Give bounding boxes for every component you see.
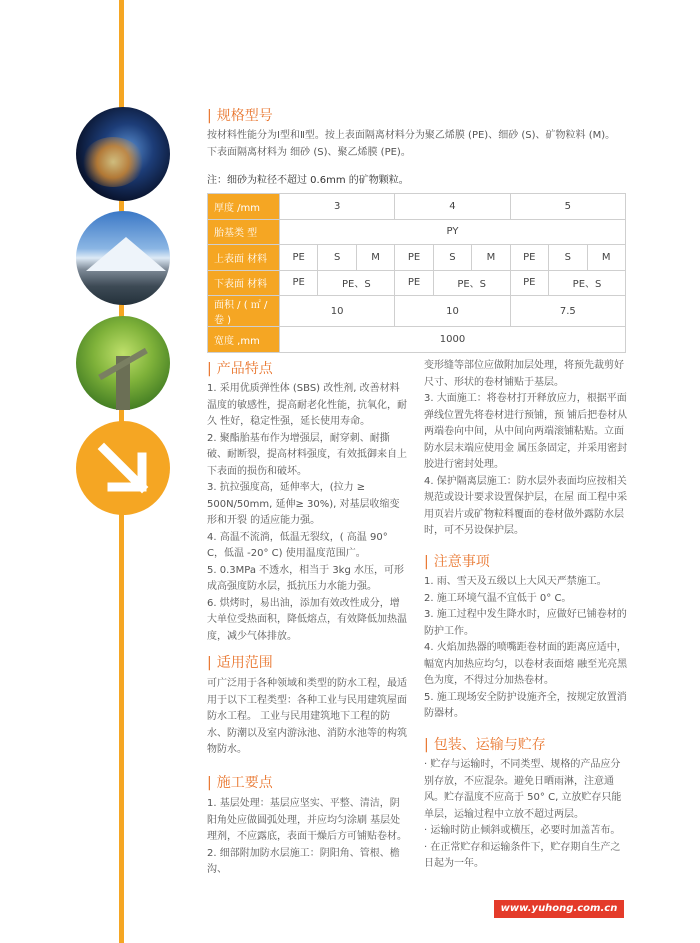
table-row (208, 270, 626, 296)
list-item: 变形缝等部位应做附加层处理，将预先裁剪好尺寸、形状的卷材铺贴于基层。 (424, 360, 624, 388)
table-cell: 3 (280, 194, 395, 220)
table-cell: M (356, 245, 394, 271)
precautions-list (424, 574, 629, 723)
mountain-image (76, 211, 170, 305)
spec-note: 注：细砂为粒径不超过 0.6mm 的矿物颗粒。 (207, 175, 409, 186)
table-row (208, 219, 626, 245)
table-cell: 10 (280, 296, 395, 327)
arrow-icon (76, 421, 170, 515)
row-label: 宽度 ,mm (208, 327, 280, 353)
table-cell: M (472, 245, 510, 271)
section-title-construction: | 施工要点 (207, 775, 273, 791)
list-item: · 贮存与运输时，不同类型、规格的产品应分别存放，不应混杂。避免日晒雨淋，注意通风。贮存温度不应高于 50° C, 立放贮存只能单层，运输过程中立放不超过两层。 (424, 759, 622, 820)
row-label: 厚度 /mm (208, 194, 280, 220)
list-item: · 在正常贮存和运输条件下，贮存期自生产之日起为一年。 (424, 841, 621, 869)
table-cell: 7.5 (510, 296, 625, 327)
section-title-features: | 产品特点 (207, 361, 273, 377)
storage-list (424, 757, 629, 873)
list-item: 3. 大面施工：将卷材打开释放应力，根据平面弹线位置先将卷材进行预铺，预 铺后把卷材从两端卷向中间，从中间向两端滚铺粘贴。立面防水层末端应使用金 属压条固定，并采用密封胶进行密封处理。 (424, 393, 628, 470)
table-cell: PE (280, 270, 318, 296)
table-cell: M (587, 245, 626, 271)
section-title-spec: | 规格型号 (207, 108, 273, 124)
table-cell: PE、S (318, 270, 395, 296)
list-item: 4. 保护隔离层施工：防水层外表面均应按相关规范或设计要求设置保护层，在屋 面工程中采用页岩片或矿物粒料覆面的卷材做外露防水层时，可不另设保护层。 (424, 475, 628, 536)
list-item: 2. 细部附加防水层施工：阴阳角、管根、檐沟、 (207, 847, 400, 875)
table-cell: S (318, 245, 356, 271)
list-item: 4. 火焰加热器的喷嘴距卷材面的距离应适中，幅宽内加热应均匀，以卷材表面熔 融至光亮黑色为度，不得过分加热卷材。 (424, 642, 628, 686)
list-item: 3. 施工过程中发生降水时，应做好已铺卷材的防护工作。 (424, 609, 627, 637)
row-label: 上表面 材料 (208, 245, 280, 271)
table-cell: PE、S (549, 270, 626, 296)
table-cell: PE (510, 270, 548, 296)
list-item: 6. 烘烤时，易出油，添加有效改性成分，增大单位受热面积，降低熔点，有效降低加热温度，减少气体排放。 (207, 597, 407, 642)
table-row (208, 245, 626, 271)
spec-intro: 按材料性能分为Ⅰ型和Ⅱ型。按上表面隔离材料分为聚乙烯膜 (PE)、细砂 (S)、矿物粒料 (M)。 下表面隔离材料为 细砂 (S)、聚乙烯膜 (PE)。 (207, 130, 616, 158)
spec-table (207, 193, 626, 353)
tree-image (76, 316, 170, 410)
features-list (207, 381, 407, 645)
scope-text: 可广泛用于各种领域和类型的防水工程，最适用于以下工程类型：各种工业与民用建筑屋面防水工程。 工业与民用建筑地下工程的防水、防潮以及室内游泳池、消防水池等的构筑物防水。 (207, 678, 407, 755)
list-item: 5. 施工现场安全防护设施齐全，按规定放置消防器材。 (424, 691, 627, 719)
table-cell: S (433, 245, 471, 271)
construction-list-right (424, 358, 629, 540)
row-label: 下表面 材料 (208, 270, 280, 296)
website-link[interactable]: www.yuhong.com.cn (494, 900, 624, 918)
list-item: 4. 高温不流淌，低温无裂纹，( 高温 90° C，低温 -20° C) 使用温度范围广。 (207, 531, 388, 559)
table-cell: PE (510, 245, 548, 271)
section-title-storage: | 包装、运输与贮存 (424, 737, 546, 753)
list-item: · 运输时防止倾斜或横压，必要时加盖苫布。 (424, 825, 621, 836)
table-cell: PY (280, 219, 626, 245)
earth-image (76, 107, 170, 201)
table-cell: PE (280, 245, 318, 271)
row-label: 面积 / ( ㎡ / 卷 ) (208, 296, 280, 327)
table-cell: PE (395, 245, 433, 271)
table-row (208, 327, 626, 353)
table-cell: PE、S (433, 270, 510, 296)
table-cell: PE (395, 270, 433, 296)
table-cell: 1000 (280, 327, 626, 353)
row-label: 胎基类 型 (208, 219, 280, 245)
construction-list-left (207, 796, 407, 875)
list-item: 2. 聚酯胎基布作为增强层，耐穿刺、耐撕破、耐断裂，提高材料强度，有效抵御来自上下表面的损伤和破坏。 (207, 432, 407, 477)
list-item: 1. 雨、雪天及五级以上大风天严禁施工。 (424, 576, 607, 587)
list-item: 5. 0.3MPa 不透水，相当于 3kg 水压，可形成高强度防水层，抵抗压力水能力强。 (207, 564, 404, 592)
table-cell: 5 (510, 194, 625, 220)
table-cell: 10 (395, 296, 510, 327)
section-title-scope: | 适用范围 (207, 655, 273, 671)
list-item: 2. 施工环境气温不宜低于 0° C。 (424, 592, 572, 604)
section-title-precautions: | 注意事项 (424, 554, 490, 570)
list-item: 1. 基层处理：基层应坚实、平整、清洁，阴阳角处应做圆弧处理，并应均匀涂刷 基层处理剂，不应露底，表面干燥后方可铺贴卷材。 (207, 798, 407, 842)
list-item: 3. 抗拉强度高，延伸率大，(拉力 ≥ 500N/50mm, 延伸≥ 30%), 对基层收缩变形和开裂 的适应能力强。 (207, 482, 400, 526)
table-cell: 4 (395, 194, 510, 220)
list-item: 1. 采用优质弹性体 (SBS) 改性剂, 改善材料温度的敏感性，提高耐老化性能，抗氧化，耐久 性好，稳定性强，延长使用寿命。 (207, 383, 407, 427)
table-cell: S (549, 245, 587, 271)
table-row (208, 194, 626, 220)
table-row (208, 296, 626, 327)
